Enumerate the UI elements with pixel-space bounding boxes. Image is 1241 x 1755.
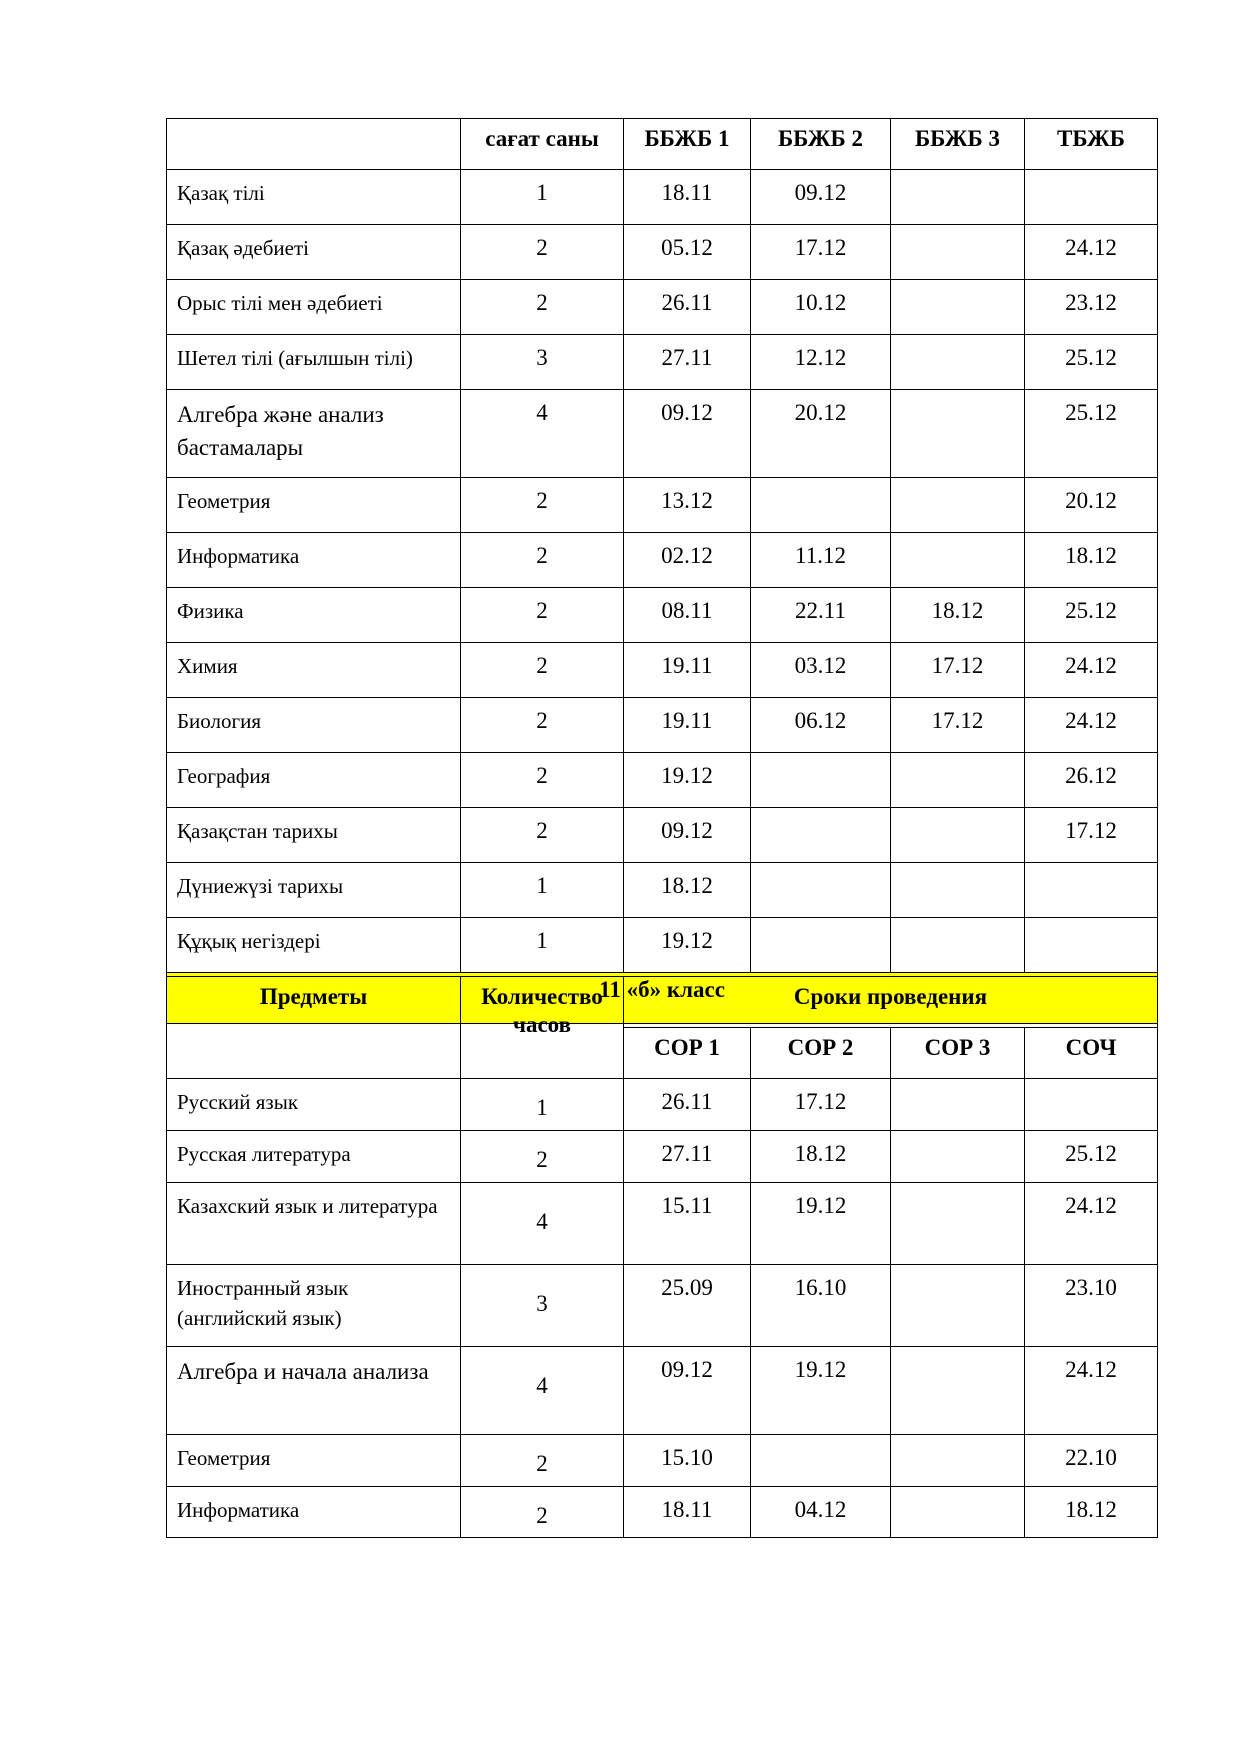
date-cell: 09.12: [624, 390, 751, 478]
header-cell-bbzhb3: ББЖБ 3: [891, 119, 1025, 170]
hours-cell: 4: [461, 1347, 624, 1435]
date-cell: 26.12: [1025, 753, 1158, 808]
table-row: [167, 280, 1158, 335]
date-cell: 26.11: [624, 1079, 751, 1131]
date-cell: 11.12: [751, 533, 891, 588]
hours-cell: 2: [461, 1435, 624, 1487]
date-cell: [1025, 863, 1158, 918]
sub-header-cell: СОР 3: [891, 1028, 1025, 1079]
date-cell: 19.11: [624, 698, 751, 753]
hours-cell: 3: [461, 1265, 624, 1347]
date-cell: 18.12: [751, 1131, 891, 1183]
subject-cell: Шетел тілі (ағылшын тілі): [167, 335, 461, 390]
date-cell: 09.12: [751, 170, 891, 225]
date-cell: [1025, 170, 1158, 225]
hours-cell: 2: [461, 808, 624, 863]
date-cell: 27.11: [624, 1131, 751, 1183]
date-cell: [891, 335, 1025, 390]
date-cell: 09.12: [624, 1347, 751, 1435]
subject-cell: Русский язык: [167, 1079, 461, 1131]
subject-cell: Қазақстан тарихы: [167, 808, 461, 863]
subject-cell: Информатика: [167, 1487, 461, 1538]
table-row: [167, 1487, 1158, 1538]
date-cell: [751, 753, 891, 808]
date-cell: 09.12: [624, 808, 751, 863]
date-cell: 24.12: [1025, 1347, 1158, 1435]
date-cell: [891, 1347, 1025, 1435]
date-cell: 26.11: [624, 280, 751, 335]
date-cell: 24.12: [1025, 225, 1158, 280]
table-row: [167, 863, 1158, 918]
subject-cell: Алгебра және анализ бастамалары: [167, 390, 461, 478]
hours-cell: 2: [461, 478, 624, 533]
table-row: [167, 1265, 1158, 1347]
date-cell: [751, 1435, 891, 1487]
table-row: [167, 588, 1158, 643]
date-cell: 04.12: [751, 1487, 891, 1538]
date-cell: 17.12: [751, 225, 891, 280]
date-cell: 18.12: [1025, 1487, 1158, 1538]
date-cell: 19.11: [624, 643, 751, 698]
date-cell: 25.12: [1025, 335, 1158, 390]
sub-header-cell: СОР 1: [624, 1028, 751, 1079]
hours-cell: 2: [461, 643, 624, 698]
hours-cell: 3: [461, 335, 624, 390]
table-row: [167, 533, 1158, 588]
sub-header-cell: СОЧ: [1025, 1028, 1158, 1079]
date-cell: [891, 753, 1025, 808]
subject-cell: Биология: [167, 698, 461, 753]
date-cell: 20.12: [1025, 478, 1158, 533]
subject-cell: Құқық негіздері: [167, 918, 461, 973]
table-row: [167, 1347, 1158, 1435]
date-cell: [891, 280, 1025, 335]
date-cell: 15.10: [624, 1435, 751, 1487]
kazakh-schedule-table: [166, 118, 1158, 1024]
date-cell: [751, 808, 891, 863]
hours-cell: 1: [461, 1079, 624, 1131]
table-row: [167, 698, 1158, 753]
date-cell: 18.12: [891, 588, 1025, 643]
date-cell: 25.12: [1025, 588, 1158, 643]
subject-cell: Алгебра и начала анализа: [167, 1347, 461, 1435]
date-cell: 19.12: [751, 1347, 891, 1435]
subject-cell: Казахский язык и литература: [167, 1183, 461, 1265]
hours-cell: 2: [461, 1487, 624, 1538]
date-cell: [751, 918, 891, 973]
date-cell: 03.12: [751, 643, 891, 698]
date-cell: [891, 1435, 1025, 1487]
hours-cell: 2: [461, 533, 624, 588]
table-row: [167, 225, 1158, 280]
table-row: [167, 170, 1158, 225]
date-cell: 19.12: [624, 918, 751, 973]
date-cell: 10.12: [751, 280, 891, 335]
table-row: [167, 753, 1158, 808]
date-cell: 25.12: [1025, 1131, 1158, 1183]
date-cell: 17.12: [751, 1079, 891, 1131]
subject-cell: География: [167, 753, 461, 808]
table-row: [167, 478, 1158, 533]
table-header-row: [167, 119, 1158, 170]
date-cell: 16.10: [751, 1265, 891, 1347]
hours-cell: 4: [461, 1183, 624, 1265]
subject-cell: Информатика: [167, 533, 461, 588]
hours-cell: 4: [461, 390, 624, 478]
date-cell: 17.12: [891, 643, 1025, 698]
date-cell: [1025, 1079, 1158, 1131]
header-cell-empty: [167, 119, 461, 170]
sub-header-cell: СОР 2: [751, 1028, 891, 1079]
date-cell: [891, 918, 1025, 973]
date-cell: [891, 1131, 1025, 1183]
subject-cell: Орыс тілі мен әдебиеті: [167, 280, 461, 335]
hours-cell: 2: [461, 1131, 624, 1183]
date-cell: 24.12: [1025, 1183, 1158, 1265]
subject-cell: Қазақ тілі: [167, 170, 461, 225]
date-cell: 22.10: [1025, 1435, 1158, 1487]
subject-cell: Қазақ әдебиеті: [167, 225, 461, 280]
table-row: [167, 390, 1158, 478]
table-row: [167, 1183, 1158, 1265]
date-cell: 17.12: [891, 698, 1025, 753]
table-row: [167, 1435, 1158, 1487]
date-cell: 27.11: [624, 335, 751, 390]
date-cell: 19.12: [751, 1183, 891, 1265]
hours-header: Количество часов: [461, 977, 624, 1079]
date-cell: 23.12: [1025, 280, 1158, 335]
subjects-header: Предметы: [167, 977, 461, 1079]
subject-cell: Геометрия: [167, 1435, 461, 1487]
date-cell: 24.12: [1025, 643, 1158, 698]
date-cell: 17.12: [1025, 808, 1158, 863]
date-cell: 02.12: [624, 533, 751, 588]
date-cell: [891, 863, 1025, 918]
table-row: [167, 643, 1158, 698]
date-cell: [891, 390, 1025, 478]
date-cell: 20.12: [751, 390, 891, 478]
table-row: [167, 1131, 1158, 1183]
date-cell: [891, 1079, 1025, 1131]
header-cell-hours: сағат саны: [461, 119, 624, 170]
date-cell: [891, 808, 1025, 863]
hours-cell: 1: [461, 863, 624, 918]
date-cell: [751, 863, 891, 918]
hours-cell: 2: [461, 588, 624, 643]
subject-cell: Иностранный язык (английский язык): [167, 1265, 461, 1347]
date-cell: [1025, 918, 1158, 973]
date-cell: 18.11: [624, 1487, 751, 1538]
date-cell: 13.12: [624, 478, 751, 533]
table-row: [167, 335, 1158, 390]
date-cell: 22.11: [751, 588, 891, 643]
header-cell-bbzhb2: ББЖБ 2: [751, 119, 891, 170]
subject-cell: Химия: [167, 643, 461, 698]
date-cell: [891, 1487, 1025, 1538]
table-header-row: [167, 977, 1158, 1028]
subject-cell: Дүниежүзі тарихы: [167, 863, 461, 918]
date-cell: 25.09: [624, 1265, 751, 1347]
date-cell: [891, 478, 1025, 533]
hours-cell: 1: [461, 170, 624, 225]
date-cell: 05.12: [624, 225, 751, 280]
subject-cell: Русская литература: [167, 1131, 461, 1183]
date-cell: 12.12: [751, 335, 891, 390]
date-cell: 06.12: [751, 698, 891, 753]
date-cell: 23.10: [1025, 1265, 1158, 1347]
date-cell: 19.12: [624, 753, 751, 808]
header-cell-tbzhb: ТБЖБ: [1025, 119, 1158, 170]
table-row: [167, 1079, 1158, 1131]
russian-schedule-table: [166, 976, 1158, 1538]
date-cell: [891, 533, 1025, 588]
date-cell: 15.11: [624, 1183, 751, 1265]
dates-header: Сроки проведения: [624, 977, 1158, 1028]
date-cell: [751, 478, 891, 533]
date-cell: 18.12: [1025, 533, 1158, 588]
date-cell: 08.11: [624, 588, 751, 643]
header-cell-bbzhb1: ББЖБ 1: [624, 119, 751, 170]
date-cell: 25.12: [1025, 390, 1158, 478]
table-row: [167, 918, 1158, 973]
date-cell: 18.12: [624, 863, 751, 918]
hours-cell: 2: [461, 225, 624, 280]
date-cell: [891, 1265, 1025, 1347]
hours-cell: 2: [461, 753, 624, 808]
date-cell: [891, 170, 1025, 225]
table-row: [167, 808, 1158, 863]
class-band: 11 «б» класс: [167, 973, 1158, 1024]
date-cell: [891, 1183, 1025, 1265]
hours-cell: 2: [461, 280, 624, 335]
hours-cell: 2: [461, 698, 624, 753]
subject-cell: Геометрия: [167, 478, 461, 533]
date-cell: [891, 225, 1025, 280]
date-cell: 18.11: [624, 170, 751, 225]
hours-cell: 1: [461, 918, 624, 973]
date-cell: 24.12: [1025, 698, 1158, 753]
subject-cell: Физика: [167, 588, 461, 643]
